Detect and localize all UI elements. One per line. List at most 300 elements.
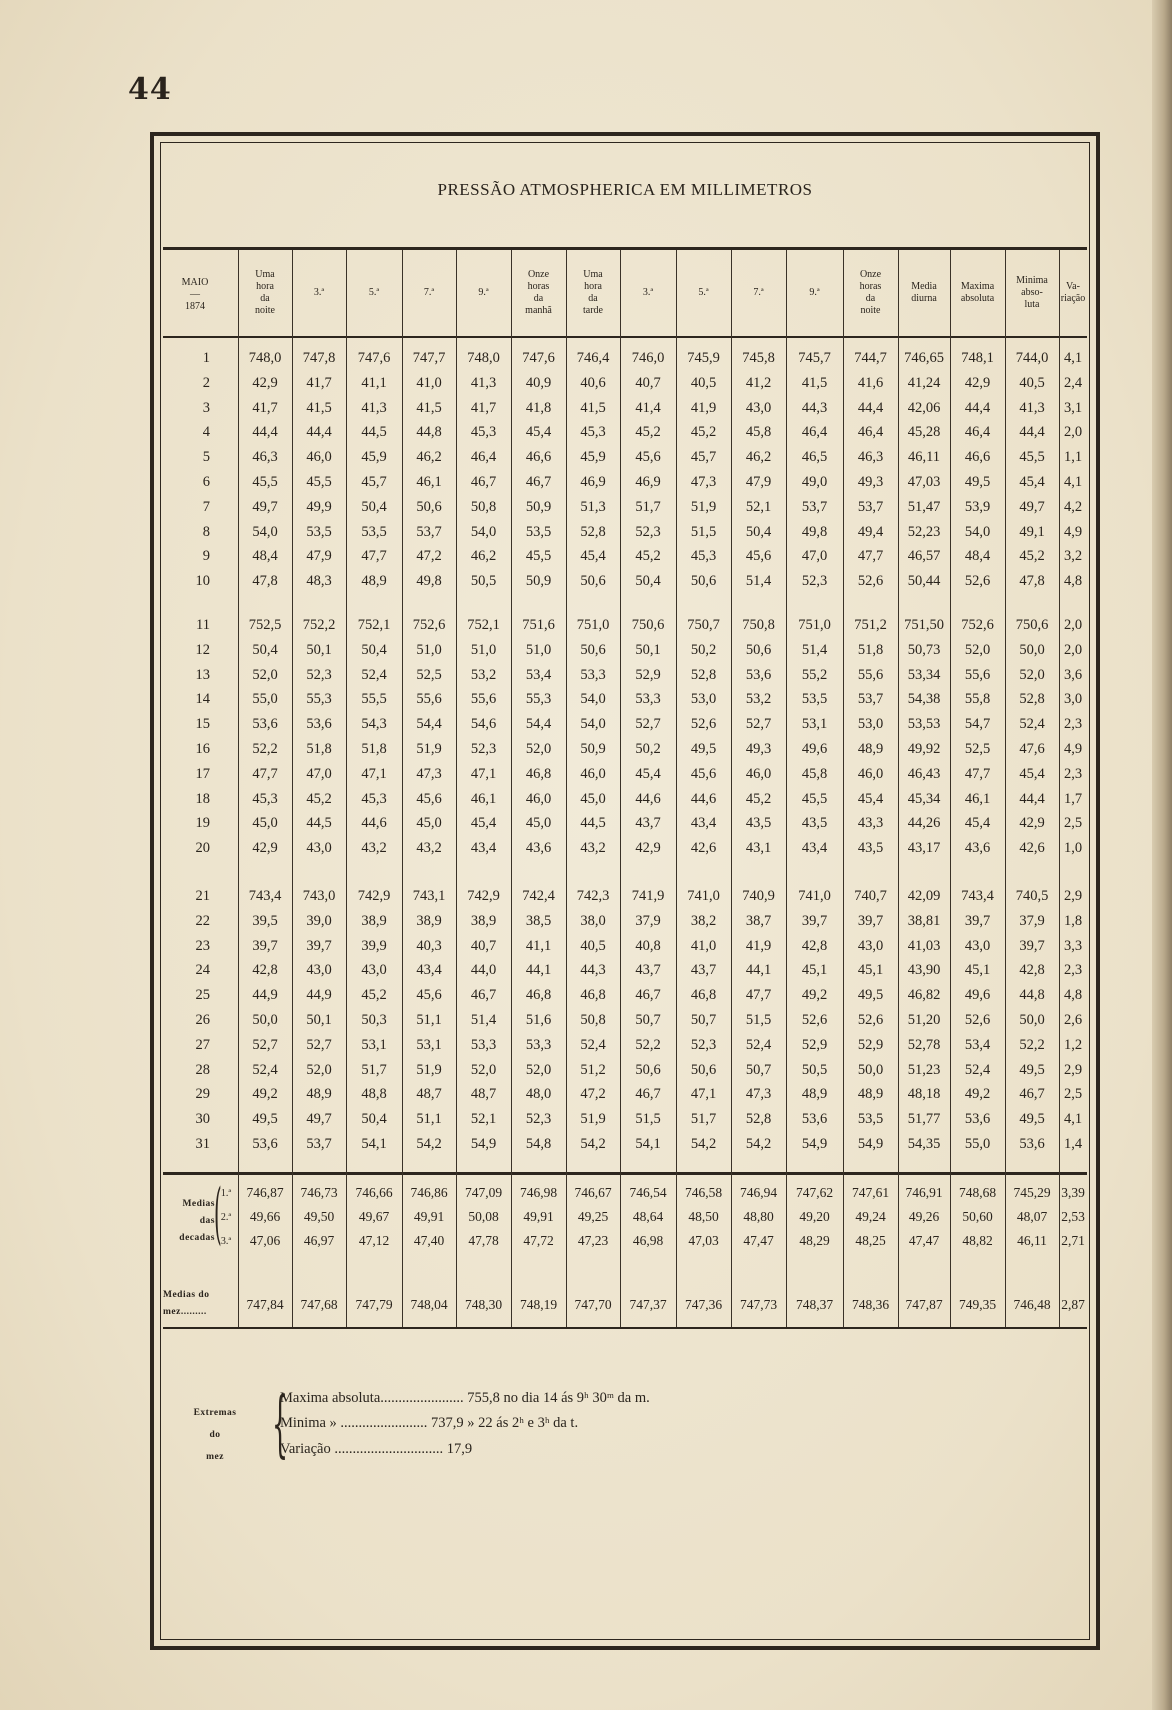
column-header bbox=[566, 252, 620, 334]
table-cell: 42,09 bbox=[907, 888, 941, 904]
table-cell: 52,3 bbox=[801, 573, 828, 590]
table-cell: 54,8 bbox=[525, 1136, 552, 1152]
table-cell: 45,6 bbox=[416, 790, 442, 807]
table-cell: 45,8 bbox=[801, 765, 828, 782]
table-cell: 41,5 bbox=[416, 399, 442, 416]
table-cell: 746,4 bbox=[576, 350, 610, 366]
table-cell: 46,0 bbox=[857, 765, 884, 782]
table-cell: 41,1 bbox=[525, 937, 552, 954]
decade-mean-cell: 48,25 bbox=[855, 1233, 886, 1248]
table-cell: 752,1 bbox=[357, 617, 391, 633]
table-cell: 50,5 bbox=[470, 573, 497, 590]
day-number: 12 bbox=[195, 641, 210, 658]
extremes-label bbox=[175, 1402, 255, 1468]
table-cell: 49,7 bbox=[252, 498, 278, 515]
month-dash: — bbox=[190, 289, 200, 300]
column-header: 5.ª bbox=[698, 287, 709, 298]
table-cell: 51,5 bbox=[635, 1111, 661, 1128]
table-cell: 48,9 bbox=[857, 741, 884, 757]
table-cell: 52,4 bbox=[580, 1036, 606, 1053]
table-cell: 50,6 bbox=[580, 641, 606, 658]
table-cell: 43,6 bbox=[964, 840, 991, 857]
table-cell: 746,65 bbox=[904, 350, 944, 366]
table-cell: 39,5 bbox=[252, 912, 278, 929]
table-cell: 51,7 bbox=[361, 1061, 387, 1078]
table-cell: 2,0 bbox=[1063, 424, 1083, 441]
table-cell: 2,4 bbox=[1063, 374, 1083, 391]
day-number: 17 bbox=[195, 765, 210, 782]
table-cell: 43,0 bbox=[857, 937, 884, 954]
table-cell: 53,7 bbox=[306, 1136, 332, 1152]
table-cell: 49,8 bbox=[416, 573, 442, 590]
table-cell: 48,7 bbox=[416, 1086, 442, 1103]
table-cell: 44,4 bbox=[306, 424, 332, 441]
table-cell: 51,5 bbox=[690, 523, 717, 540]
table-cell: 48,3 bbox=[306, 573, 332, 590]
decade-mean-cell: 49,67 bbox=[358, 1209, 390, 1224]
decade-mean-cell: 745,29 bbox=[1013, 1185, 1051, 1200]
table-cell: 752,6 bbox=[961, 617, 994, 633]
month-mean-cell: 747,73 bbox=[739, 1297, 778, 1312]
month-mean-label-line1: Medias do bbox=[163, 1290, 210, 1300]
table-cell: 50,6 bbox=[690, 573, 717, 590]
decade-mean-cell: 48,07 bbox=[1016, 1209, 1048, 1224]
table-cell: 752,6 bbox=[412, 617, 446, 633]
month-name: MAIO bbox=[181, 277, 209, 288]
table-cell: 747,8 bbox=[302, 350, 336, 366]
table-cell: 40,6 bbox=[580, 374, 606, 391]
table-cell: 51,4 bbox=[470, 1012, 497, 1028]
table-cell: 52,4 bbox=[252, 1061, 278, 1078]
table-cell: 4,8 bbox=[1063, 573, 1083, 590]
table-cell: 747,6 bbox=[357, 350, 391, 366]
decade-mean-cell: 747,09 bbox=[464, 1185, 503, 1200]
decade-label-line1: Medias bbox=[182, 1199, 215, 1209]
extremes-label-line3: mez bbox=[206, 1452, 224, 1462]
table-cell: 46,7 bbox=[635, 1086, 661, 1103]
decade-mean-cell: 47,72 bbox=[523, 1233, 554, 1248]
table-cell: 53,7 bbox=[857, 691, 884, 708]
table-cell: 745,9 bbox=[687, 350, 720, 366]
day-number: 20 bbox=[195, 840, 210, 857]
day-number: 6 bbox=[202, 474, 210, 490]
month-mean-cell: 747,79 bbox=[355, 1297, 393, 1312]
table-cell: 38,0 bbox=[580, 912, 606, 929]
column-header: 3.ª bbox=[313, 287, 325, 298]
table-cell: 50,6 bbox=[416, 498, 442, 515]
table-cell: 50,1 bbox=[306, 1012, 332, 1028]
table-cell: 46,82 bbox=[907, 987, 941, 1004]
table-cell: 45,6 bbox=[635, 449, 661, 466]
table-cell: 740,5 bbox=[1015, 888, 1049, 904]
table-cell: 50,6 bbox=[690, 1061, 717, 1078]
table-cell: 2,5 bbox=[1063, 815, 1083, 832]
decade-mean-cell: 49,66 bbox=[249, 1209, 281, 1224]
table-cell: 52,5 bbox=[416, 666, 442, 683]
table-cell: 45,0 bbox=[252, 815, 278, 832]
table-cell: 747,6 bbox=[522, 350, 555, 366]
table-cell: 39,7 bbox=[801, 912, 828, 929]
table-cell: 40,7 bbox=[635, 374, 661, 391]
column-header-word: Uma bbox=[583, 269, 603, 280]
table-cell: 52,9 bbox=[635, 666, 661, 683]
table-cell: 53,1 bbox=[416, 1036, 442, 1053]
table-cell: 49,5 bbox=[1019, 1111, 1045, 1128]
day-number: 25 bbox=[195, 987, 210, 1004]
month-mean-cell: 747,84 bbox=[246, 1297, 284, 1312]
page-number: 44 bbox=[128, 72, 172, 107]
table-cell: 51,9 bbox=[580, 1111, 606, 1128]
table-cell: 43,0 bbox=[306, 962, 332, 979]
table-cell: 50,1 bbox=[306, 641, 332, 658]
table-cell: 52,6 bbox=[690, 716, 717, 733]
table-cell: 47,9 bbox=[745, 474, 772, 490]
day-number: 26 bbox=[195, 1012, 210, 1028]
table-cell: 51,9 bbox=[416, 741, 442, 757]
table-cell: 46,8 bbox=[525, 765, 552, 782]
table-cell: 43,0 bbox=[306, 840, 332, 857]
table-cell: 49,2 bbox=[252, 1086, 278, 1103]
table-cell: 46,7 bbox=[470, 987, 497, 1004]
table-cell: 51,5 bbox=[745, 1012, 772, 1028]
table-cell: 54,4 bbox=[525, 716, 552, 733]
table-cell: 47,7 bbox=[252, 765, 278, 782]
table-cell: 41,0 bbox=[416, 374, 442, 391]
table-cell: 52,7 bbox=[252, 1036, 278, 1053]
table-cell: 45,1 bbox=[964, 962, 991, 979]
table-cell: 52,23 bbox=[907, 523, 941, 540]
table-cell: 4,2 bbox=[1063, 498, 1083, 515]
table-cell: 42,8 bbox=[1019, 962, 1045, 979]
decade-mean-cell: 49,20 bbox=[799, 1209, 830, 1224]
table-cell: 744,7 bbox=[854, 350, 887, 366]
table-cell: 53,5 bbox=[801, 691, 828, 708]
table-cell: 740,7 bbox=[854, 888, 887, 904]
column-header: 9.ª bbox=[809, 287, 820, 298]
table-cell: 741,0 bbox=[798, 888, 831, 904]
table-cell: 42,9 bbox=[252, 840, 278, 857]
table-cell: 752,2 bbox=[302, 617, 336, 633]
table-cell: 49,2 bbox=[801, 987, 828, 1004]
column-header-word: Uma bbox=[255, 269, 275, 280]
table-cell: 43,5 bbox=[745, 815, 772, 832]
table-cell: 51,4 bbox=[801, 641, 828, 658]
table-cell: 52,2 bbox=[1019, 1036, 1045, 1053]
table-cell: 54,0 bbox=[580, 691, 606, 708]
decade-mean-cell: 746,98 bbox=[519, 1185, 558, 1200]
table-cell: 53,3 bbox=[635, 691, 661, 708]
day-number: 5 bbox=[202, 449, 210, 466]
month-mean-cell: 747,36 bbox=[684, 1297, 723, 1312]
table-cell: 49,3 bbox=[745, 741, 772, 757]
table-cell: 47,8 bbox=[1019, 573, 1045, 590]
table-cell: 53,0 bbox=[857, 716, 884, 733]
table-cell: 41,24 bbox=[907, 374, 941, 391]
table-cell: 52,0 bbox=[252, 666, 278, 683]
table-cell: 51,6 bbox=[525, 1012, 552, 1028]
day-number: 21 bbox=[195, 888, 210, 904]
table-cell: 747,7 bbox=[412, 350, 446, 366]
month-mean-cell: 747,68 bbox=[300, 1297, 338, 1312]
table-cell: 2,3 bbox=[1063, 962, 1083, 979]
month-mean-label-line2: mez......... bbox=[163, 1307, 207, 1317]
table-cell: 742,9 bbox=[357, 888, 391, 904]
table-cell: 54,2 bbox=[416, 1136, 442, 1152]
table-cell: 46,6 bbox=[525, 449, 552, 466]
table-cell: 1,1 bbox=[1063, 449, 1083, 466]
decade-mean-cell: 747,62 bbox=[795, 1185, 834, 1200]
table-cell: 41,03 bbox=[907, 937, 941, 954]
table-cell: 41,5 bbox=[306, 399, 332, 416]
table-cell: 42,8 bbox=[801, 937, 828, 954]
table-cell: 51,0 bbox=[525, 641, 552, 658]
table-cell: 741,0 bbox=[687, 888, 720, 904]
table-cell: 45,0 bbox=[416, 815, 442, 832]
table-cell: 53,34 bbox=[907, 666, 941, 683]
table-cell: 45,3 bbox=[252, 790, 278, 807]
decade-tag: 3.ª bbox=[220, 1236, 232, 1247]
table-cell: 39,7 bbox=[1019, 937, 1045, 954]
column-header-word: noite bbox=[860, 305, 881, 316]
table-cell: 54,3 bbox=[361, 716, 387, 733]
table-cell: 50,7 bbox=[745, 1061, 772, 1078]
table-cell: 53,3 bbox=[470, 1036, 497, 1053]
table-cell: 50,9 bbox=[525, 573, 552, 590]
column-header: 5.ª bbox=[368, 287, 380, 298]
table-cell: 48,9 bbox=[801, 1086, 828, 1103]
table-cell: 46,8 bbox=[525, 987, 552, 1004]
table-cell: 45,3 bbox=[361, 790, 387, 807]
table-cell: 54,35 bbox=[907, 1136, 941, 1152]
extremes-brace: { bbox=[272, 1381, 289, 1465]
table-cell: 53,6 bbox=[306, 716, 332, 733]
table-cell: 52,3 bbox=[635, 523, 661, 540]
decade-mean-cell: 50,08 bbox=[468, 1209, 499, 1224]
table-cell: 49,5 bbox=[690, 741, 717, 757]
table-cell: 53,7 bbox=[416, 523, 442, 540]
table-cell: 50,4 bbox=[252, 641, 278, 658]
table-cell: 51,1 bbox=[416, 1012, 442, 1028]
decade-mean-cell: 49,26 bbox=[908, 1209, 940, 1224]
table-cell: 41,3 bbox=[1019, 399, 1045, 416]
day-number: 4 bbox=[202, 424, 210, 441]
table-cell: 46,8 bbox=[690, 987, 717, 1004]
table-cell: 55,6 bbox=[416, 691, 442, 708]
table-cell: 39,0 bbox=[306, 912, 332, 929]
decade-mean-cell: 47,03 bbox=[688, 1233, 719, 1248]
day-number: 1 bbox=[202, 350, 210, 366]
table-cell: 41,3 bbox=[361, 399, 387, 416]
table-cell: 750,6 bbox=[631, 617, 665, 633]
table-cell: 43,3 bbox=[857, 815, 884, 832]
table-cell: 46,7 bbox=[470, 474, 497, 490]
table-cell: 45,6 bbox=[416, 987, 442, 1004]
table-cell: 45,2 bbox=[1019, 548, 1045, 565]
table-cell: 45,3 bbox=[690, 548, 717, 565]
table-cell: 43,90 bbox=[907, 962, 941, 979]
decade-mean-cell: 47,47 bbox=[743, 1233, 774, 1248]
table-cell: 52,3 bbox=[690, 1036, 717, 1053]
column-header-word: Media bbox=[911, 281, 937, 292]
table-cell: 45,34 bbox=[907, 790, 941, 807]
table-cell: 50,9 bbox=[580, 741, 606, 757]
table-cell: 53,1 bbox=[801, 716, 828, 733]
table-cell: 44,4 bbox=[857, 399, 884, 416]
table-cell: 41,3 bbox=[470, 374, 497, 391]
table-cell: 45,2 bbox=[690, 424, 717, 441]
decade-mean-cell: 48,82 bbox=[962, 1233, 993, 1248]
table-cell: 50,4 bbox=[635, 573, 661, 590]
table-cell: 45,5 bbox=[252, 474, 278, 490]
table-cell: 52,4 bbox=[1019, 716, 1045, 733]
decade-mean-cell: 47,06 bbox=[249, 1233, 281, 1248]
column-header-word: luta bbox=[1024, 299, 1040, 310]
column-header-word: noite bbox=[255, 305, 275, 316]
table-cell: 53,5 bbox=[857, 1111, 884, 1128]
table-cell: 47,3 bbox=[690, 474, 717, 490]
table-cell: 51,2 bbox=[580, 1061, 606, 1078]
table-cell: 44,6 bbox=[361, 815, 387, 832]
month-mean-cell: 746,48 bbox=[1013, 1297, 1051, 1312]
table-cell: 40,3 bbox=[416, 937, 442, 954]
table-cell: 748,0 bbox=[248, 350, 282, 366]
table-cell: 4,9 bbox=[1063, 741, 1083, 757]
table-cell: 54,2 bbox=[580, 1136, 606, 1152]
table-cell: 3,2 bbox=[1063, 548, 1083, 565]
table-cell: 50,1 bbox=[635, 641, 661, 658]
column-header: 3.ª bbox=[642, 287, 654, 298]
table-cell: 50,6 bbox=[745, 641, 772, 658]
table-cell: 55,2 bbox=[801, 666, 828, 683]
table-cell: 41,9 bbox=[690, 399, 717, 416]
day-number: 19 bbox=[195, 815, 210, 832]
table-cell: 41,5 bbox=[580, 399, 606, 416]
table-cell: 41,5 bbox=[801, 374, 828, 391]
table-cell: 45,9 bbox=[580, 449, 606, 466]
table-cell: 745,8 bbox=[742, 350, 775, 366]
table-cell: 52,6 bbox=[801, 1012, 828, 1028]
decade-mean-cell: 46,98 bbox=[632, 1233, 664, 1248]
table-cell: 4,9 bbox=[1063, 523, 1083, 540]
decade-mean-cell: 3,39 bbox=[1061, 1185, 1085, 1200]
month-mean-cell: 747,70 bbox=[574, 1297, 612, 1312]
decade-mean-cell: 48,64 bbox=[632, 1209, 664, 1224]
table-cell: 44,5 bbox=[361, 424, 387, 441]
table-cell: 50,4 bbox=[361, 1111, 387, 1128]
table-cell: 46,4 bbox=[857, 424, 884, 441]
table-cell: 2,3 bbox=[1063, 765, 1083, 782]
day-number: 9 bbox=[202, 548, 210, 565]
table-cell: 52,0 bbox=[1019, 666, 1045, 683]
column-header-word: Onze bbox=[527, 269, 550, 280]
day-number: 27 bbox=[195, 1036, 210, 1053]
book-binding bbox=[1152, 0, 1172, 1710]
table-cell: 43,6 bbox=[525, 840, 552, 857]
table-cell: 52,0 bbox=[470, 1061, 497, 1078]
table-cell: 44,4 bbox=[1019, 424, 1045, 441]
decade-mean-cell: 2,53 bbox=[1061, 1209, 1085, 1224]
table-cell: 45,2 bbox=[635, 548, 661, 565]
table-cell: 55,6 bbox=[470, 691, 497, 708]
table-cell: 46,2 bbox=[470, 548, 497, 565]
table-cell: 53,2 bbox=[745, 691, 772, 708]
table-cell: 45,9 bbox=[361, 449, 387, 466]
table-cell: 45,2 bbox=[361, 987, 387, 1004]
table-cell: 3,6 bbox=[1063, 666, 1083, 683]
table-cell: 50,7 bbox=[690, 1012, 717, 1028]
table-cell: 49,8 bbox=[801, 523, 828, 540]
table-cell: 2,9 bbox=[1063, 888, 1083, 904]
table-cell: 47,6 bbox=[1019, 741, 1045, 757]
table-cell: 53,6 bbox=[801, 1111, 828, 1128]
column-header-word: absoluta bbox=[960, 293, 995, 304]
day-number: 30 bbox=[195, 1111, 210, 1128]
decade-mean-cell: 50,60 bbox=[962, 1209, 993, 1224]
table-cell: 50,4 bbox=[361, 498, 387, 515]
table-cell: 51,0 bbox=[416, 641, 442, 658]
table-cell: 46,0 bbox=[525, 790, 552, 807]
table-cell: 40,8 bbox=[635, 937, 661, 954]
table-cell: 53,3 bbox=[580, 666, 606, 683]
table-cell: 52,3 bbox=[470, 741, 497, 757]
table-cell: 741,9 bbox=[631, 888, 665, 904]
table-cell: 3,0 bbox=[1063, 691, 1083, 708]
table-cell: 51,4 bbox=[745, 573, 772, 590]
table-cell: 751,0 bbox=[798, 617, 831, 633]
table-cell: 46,6 bbox=[964, 449, 991, 466]
column-header: 9.ª bbox=[478, 287, 489, 298]
table-cell: 52,8 bbox=[580, 523, 606, 540]
table-cell: 38,5 bbox=[525, 912, 552, 929]
table-cell: 50,2 bbox=[635, 741, 661, 757]
day-number: 3 bbox=[202, 399, 210, 416]
table-cell: 45,4 bbox=[964, 815, 991, 832]
table-cell: 48,4 bbox=[252, 548, 278, 565]
table-cell: 44,26 bbox=[907, 815, 941, 832]
day-number: 7 bbox=[202, 498, 210, 515]
day-number: 8 bbox=[202, 523, 210, 540]
month-mean-cell: 748,04 bbox=[410, 1297, 448, 1312]
decade-mean-cell: 49,91 bbox=[523, 1209, 554, 1224]
decade-mean-cell: 47,23 bbox=[577, 1233, 609, 1248]
day-number: 14 bbox=[195, 691, 210, 708]
header-top-rule bbox=[163, 247, 1087, 250]
table-cell: 53,7 bbox=[857, 498, 884, 515]
month-mean-cell: 747,87 bbox=[905, 1297, 943, 1312]
column-header-word: da bbox=[260, 293, 270, 304]
column-header-word: hora bbox=[584, 281, 602, 292]
table-cell: 54,9 bbox=[857, 1136, 884, 1152]
table-cell: 40,5 bbox=[580, 937, 606, 954]
column-header-word: da bbox=[588, 293, 598, 304]
table-cell: 53,6 bbox=[964, 1111, 991, 1128]
table-cell: 43,5 bbox=[801, 815, 828, 832]
table-cell: 39,7 bbox=[306, 937, 332, 954]
table-cell: 45,0 bbox=[580, 790, 606, 807]
table-cell: 1,8 bbox=[1063, 912, 1083, 929]
table-cell: 40,9 bbox=[525, 374, 552, 391]
table-cell: 43,1 bbox=[745, 840, 772, 857]
table-cell: 45,5 bbox=[525, 548, 552, 565]
table-title: PRESSÃO ATMOSPHERICA EM MILLIMETROS bbox=[437, 180, 813, 199]
table-cell: 49,5 bbox=[964, 474, 991, 490]
decade-mean-cell: 49,25 bbox=[577, 1209, 609, 1224]
column-header bbox=[238, 252, 292, 334]
table-cell: 54,0 bbox=[470, 523, 497, 540]
table-cell: 48,4 bbox=[964, 548, 991, 565]
table-cell: 45,2 bbox=[745, 790, 772, 807]
table-cell: 48,9 bbox=[306, 1086, 332, 1103]
